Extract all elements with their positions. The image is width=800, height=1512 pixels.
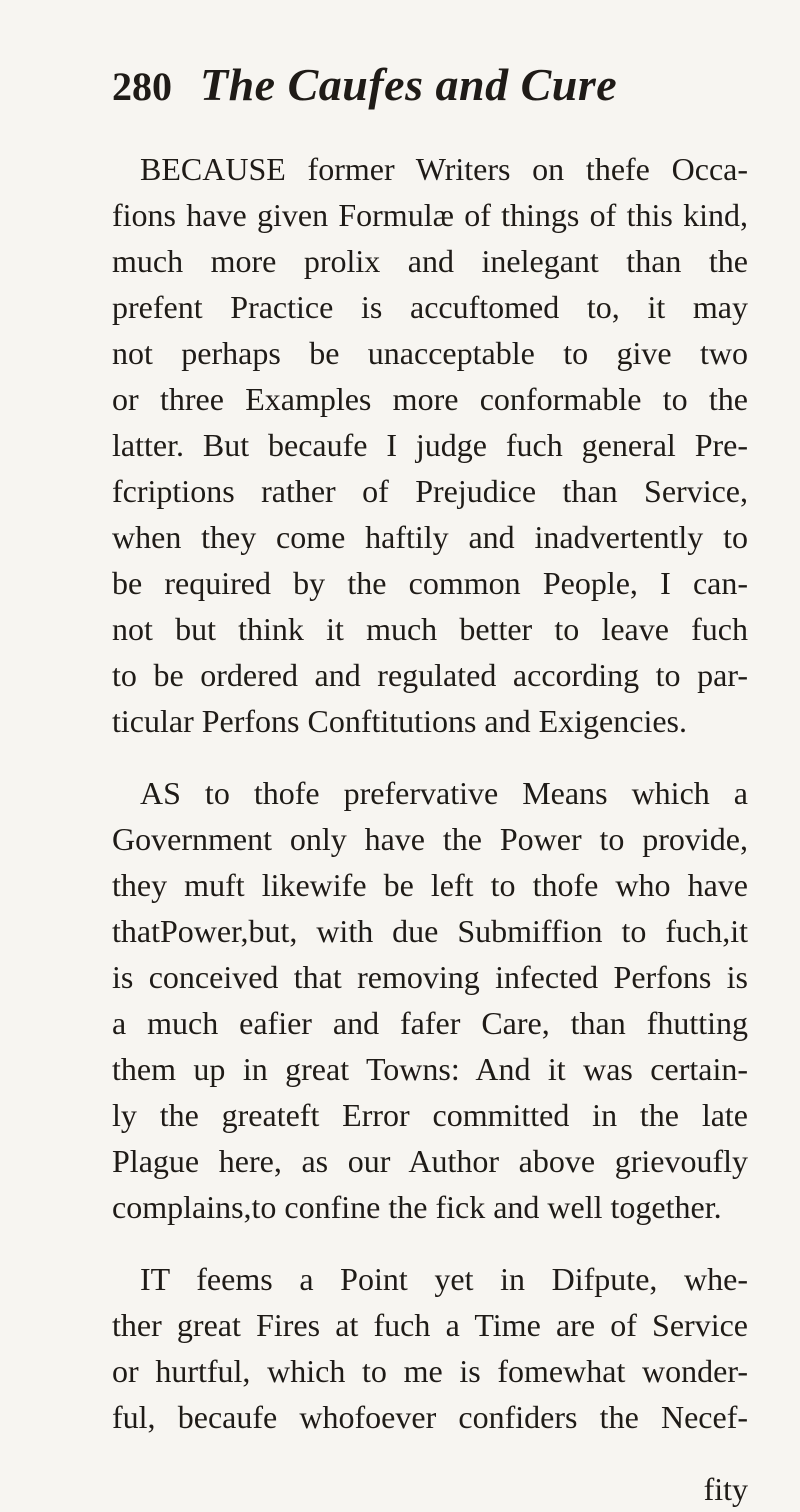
text-line: Plague here, as our Author above grievoufly <box>112 1143 748 1179</box>
catchword: fity <box>703 1471 748 1507</box>
body-text <box>112 146 748 1512</box>
text-line: BECAUSE former Writers on thefe Occa- <box>140 151 748 187</box>
text-line: latter. But becaufe I judge fuch general Pre- <box>112 427 748 463</box>
text-line: be required by the common People, I can- <box>112 565 748 601</box>
text-line: they muft likewife be left to thofe who have <box>112 867 748 903</box>
text-line: prefent Practice is accuftomed to, it may <box>112 289 748 325</box>
text-line: Government only have the Power to provide, <box>112 821 748 857</box>
paragraph-2 <box>112 770 748 1230</box>
text-line: AS to thofe prefervative Means which a <box>140 775 748 811</box>
text-line: ly the greateft Error committed in the late <box>112 1097 748 1133</box>
text-line: ful, becaufe whofoever confiders the Necef- <box>112 1399 748 1435</box>
text-line: much more prolix and inelegant than the <box>112 243 748 279</box>
text-line: not perhaps be unacceptable to give two <box>112 335 748 371</box>
text-line: fions have given Formulæ of things of this kind, <box>112 197 748 233</box>
text-line: fcriptions rather of Prejudice than Service, <box>112 473 748 509</box>
text-line: not but think it much better to leave fuch <box>112 611 748 647</box>
text-line: is conceived that removing infected Perfons is <box>112 959 748 995</box>
paragraph-1 <box>112 146 748 744</box>
text-line: ther great Fires at fuch a Time are of Service <box>112 1307 748 1343</box>
running-head <box>112 58 748 118</box>
text-line: them up in great Towns: And it was certain- <box>112 1051 748 1087</box>
text-line: thatPower,but, with due Submiffion to fuch,it <box>112 913 748 949</box>
text-line: to be ordered and regulated according to par- <box>112 657 748 693</box>
text-line: when they come haftily and inadvertently to <box>112 519 748 555</box>
text-line: a much eafier and fafer Care, than fhutting <box>112 1005 748 1041</box>
text-line: IT feems a Point yet in Difpute, whe- <box>140 1261 748 1297</box>
text-line: or three Examples more conformable to the <box>112 381 748 417</box>
text-line: or hurtful, which to me is fomewhat wonder- <box>112 1353 748 1389</box>
text-line: ticular Perfons Conftitutions and Exigencies. <box>112 703 687 739</box>
running-title: The Caufes and Cure <box>200 59 618 110</box>
text-line: complains,to confine the fick and well together. <box>112 1189 722 1225</box>
paragraph-3 <box>112 1256 748 1440</box>
page-number: 280 <box>112 64 172 109</box>
